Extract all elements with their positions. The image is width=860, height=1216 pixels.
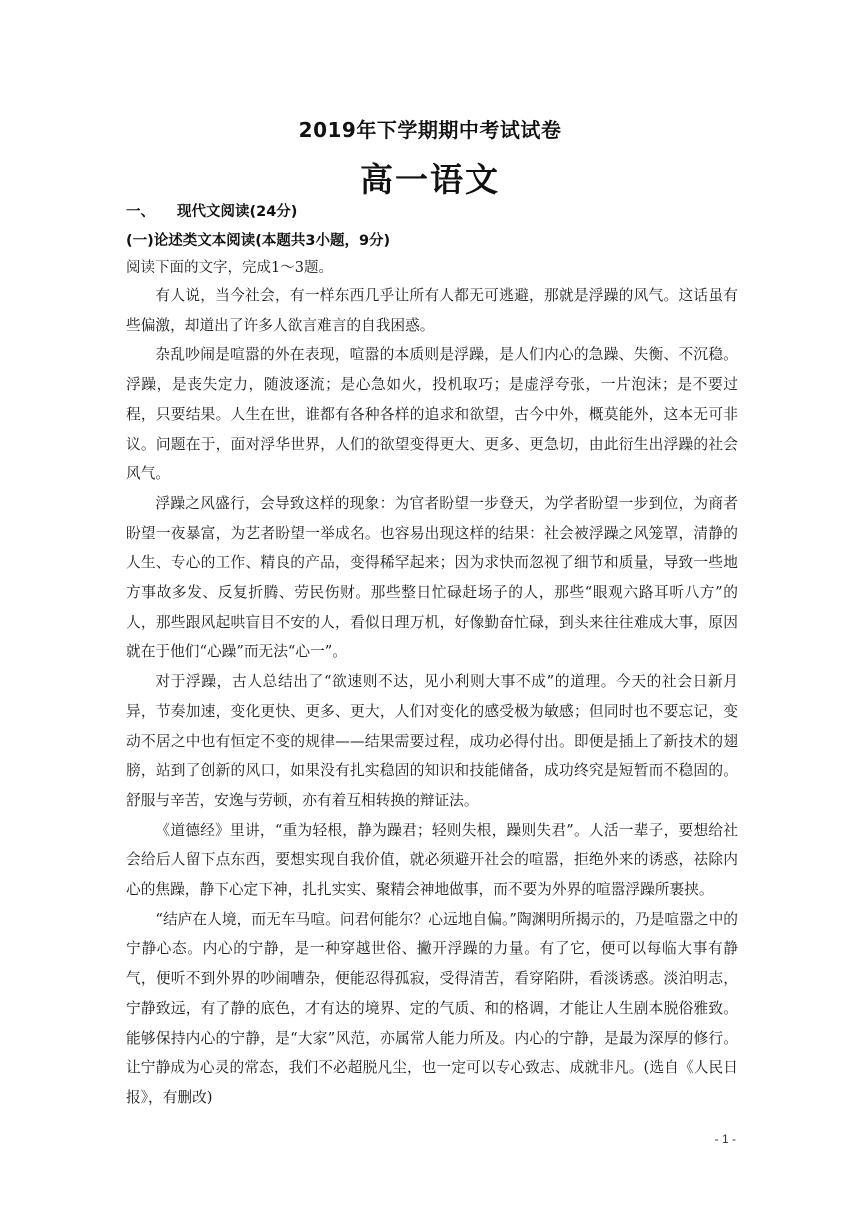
section-title: 现代文阅读(24分) bbox=[177, 204, 298, 220]
passage-paragraph: 《道德经》里讲，“重为轻根，静为躁君；轻则失根，躁则失君”。人活一辈子，要想给社会给后人留下点东西，要想实现自我价值，就必须避开社会的喧嚣，拒绝外来的诱惑，祛除内心的焦躁，静下心定下神，扎扎实实、聚精会神地做事，而不要为外界的喧嚣浮躁所裹挟。 bbox=[126, 821, 738, 899]
reading-instruction: 阅读下面的文字，完成1～3题。 bbox=[126, 260, 333, 276]
subject-title: 高一语文 bbox=[360, 160, 500, 199]
passage-paragraph: “结庐在人境，而无车马喧。问君何能尔？心远地自偏。”陶渊明所揭示的，乃是喧嚣之中的宁静心态。内心的宁静，是一种穿越世俗、撇开浮躁的力量。有了它，便可以每临大事有静气，便听不到外界的吵闹嘈杂，便能忍得孤寂，受得清苦，看穿陷阱，看淡诱惑。淡泊明志，宁静致远，有了静的底色，才有达的境界、定的气质、和的格调，才能让人生剧本脱俗雅致。能够保持内心的宁静，是“大家”风范，亦属常人能力所及。内心的宁静，是最为深厚的修行。让宁静成为心灵的常态，我们不必超脱凡尘，也一定可以专心致志、成就非凡。(选自《人民日报》，有删改) bbox=[126, 910, 738, 1106]
page-number: - 1 - bbox=[714, 1132, 736, 1146]
exam-title: 2019年下学期期中考试试卷 bbox=[298, 118, 562, 142]
subsection-heading: (一)论述类文本阅读(本题共3小题，9分) bbox=[126, 233, 391, 249]
passage-paragraph: 浮躁之风盛行，会导致这样的现象：为官者盼望一步登天，为学者盼望一步到位，为商者盼望一夜暴富，为艺者盼望一举成名。也容易出现这样的结果：社会被浮躁之风笼罩，清静的人生、专心的工作、精良的产品，变得稀罕起来；因为求快而忽视了细节和质量，导致一些地方事故多发、反复折腾、劳民伤财。那些整日忙碌赶场子的人，那些“眼观六路耳听八方”的人，那些跟风起哄盲目不安的人，看似日理万机，好像勤奋忙碌，到头来往往难成大事，原因就在于他们“心躁”而无法“心一”。 bbox=[126, 494, 738, 661]
passage-paragraph: 杂乱吵闹是喧嚣的外在表现，喧嚣的本质则是浮躁，是人们内心的急躁、失衡、不沉稳。浮躁，是丧失定力，随波逐流；是心急如火，投机取巧；是虚浮夸张，一片泡沫；是不要过程，只要结果。人生在世，谁都有各种各样的追求和欲望，古今中外，概莫能外，这本无可非议。问题在于，面对浮华世界，人们的欲望变得更大、更多、更急切，由此衍生出浮躁的社会风气。 bbox=[126, 346, 738, 483]
section-number: 一、 bbox=[126, 204, 155, 220]
passage-paragraph: 对于浮躁，古人总结出了“欲速则不达，见小利则大事不成”的道理。今天的社会日新月异，节奏加速，变化更快、更多、更大，人们对变化的感受极为敏感；但同时也不要忘记，变动不居之中也有恒定不变的规律——结果需要过程，成功必得付出。即便是插上了新技术的翅膀，站到了创新的风口，如果没有扎实稳固的知识和技能储备，成功终究是短暂而不稳固的。舒服与辛苦，安逸与劳顿，亦有着互相转换的辩证法。 bbox=[126, 673, 738, 809]
passage-paragraph: 有人说，当今社会，有一样东西几乎让所有人都无可逃避，那就是浮躁的风气。这话虽有些偏激，却道出了许多人欲言难言的自我困惑。 bbox=[126, 287, 738, 334]
section-heading bbox=[126, 200, 297, 221]
passage-body bbox=[126, 281, 738, 1113]
